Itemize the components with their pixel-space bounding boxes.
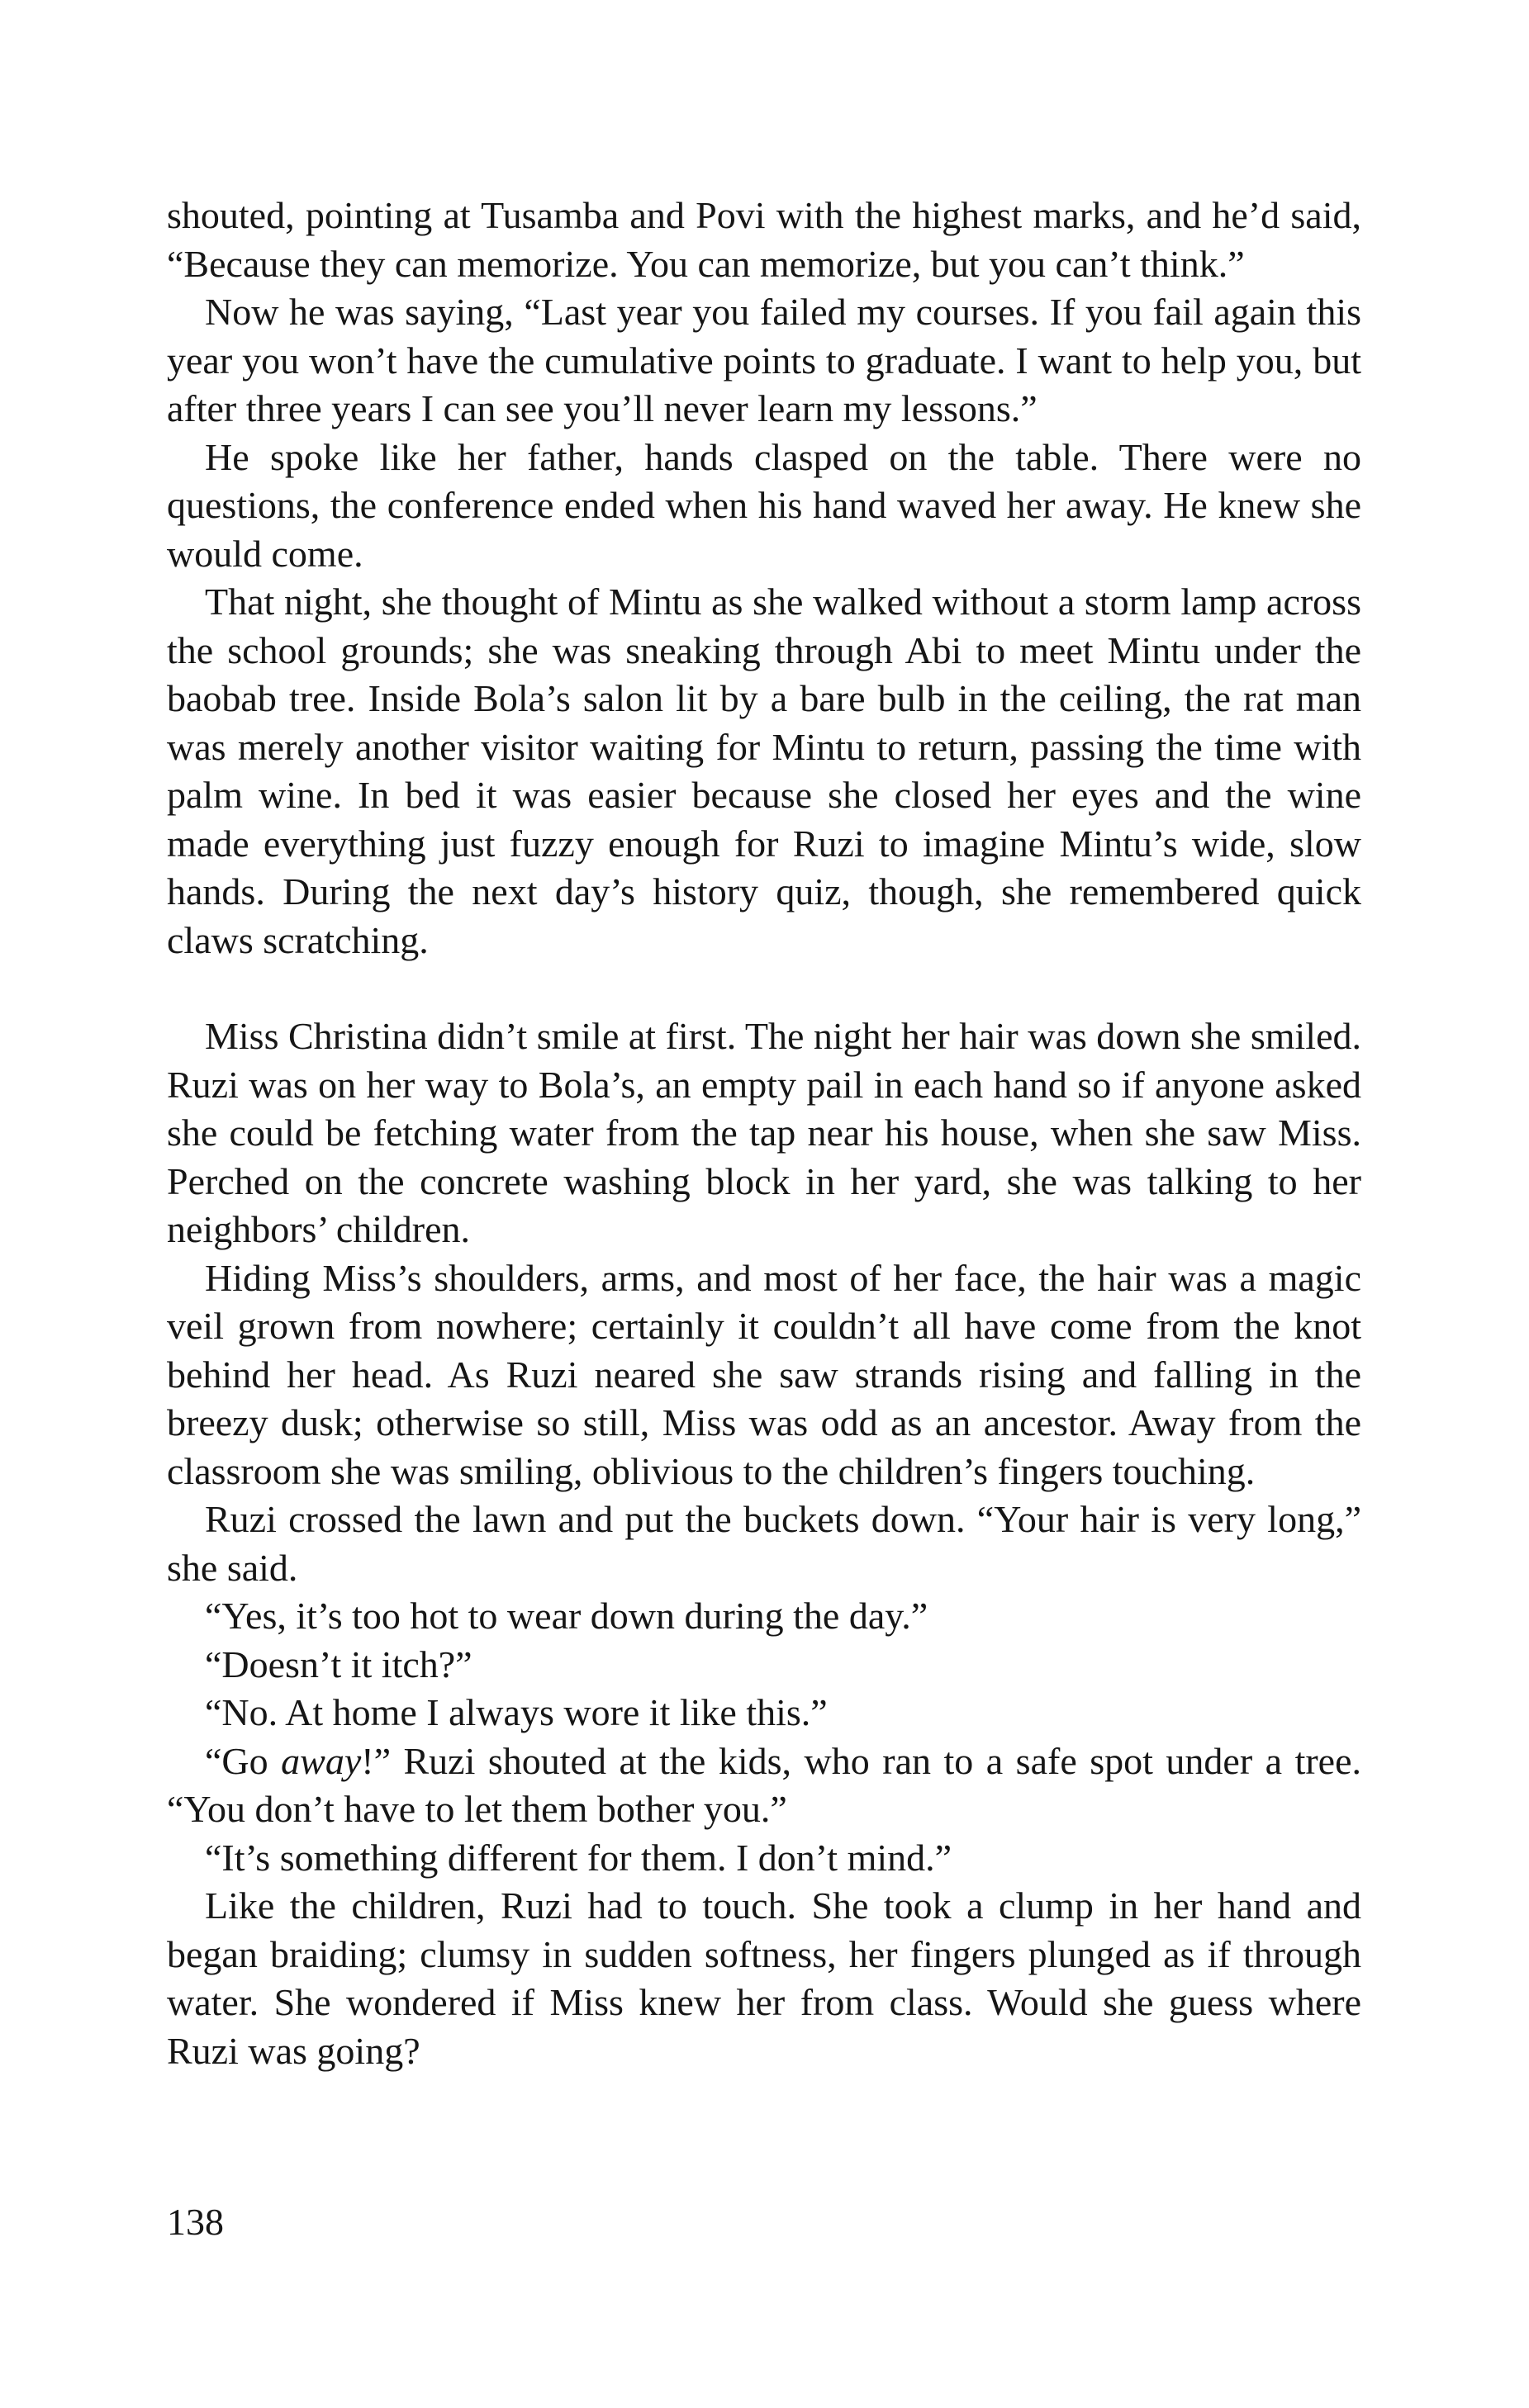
paragraph-1: shouted, pointing at Tusamba and Povi with the highest marks, and he’d said, “Because they can memorize. You can memorize, but you can’t think.” [167,194,1361,285]
paragraph-9: “Doesn’t it itch?” [205,1642,472,1685]
paragraph-12: “It’s something different for them. I don’t mind.” [205,1836,952,1879]
paragraph-8: “Yes, it’s too hot to wear down during the day.” [205,1595,928,1637]
go-away-close: !” Ruzi shouted at the kids, who ran to a safe spot under a tree. “You don’t have to let them bother you.” [167,1739,1361,1830]
paragraph-6: Hiding Miss’s shoulders, arms, and most of her face, the hair was a magic veil grown from nowhere; certainly it couldn’t all have come from the knot behind her head. As Ruzi neared she saw strands rising and falling in the breezy dusk; otherwise so still, Miss was odd as an ancestor. Away from the classroom she was smiling, oblivious to the children’s fingers touching. [167,1256,1361,1492]
paragraph-go-away [167,1737,1361,1834]
paragraph-13: Like the children, Ruzi had to touch. She took a clump in her hand and began braiding; clumsy in sudden softness, her fingers plunged as if through water. She wondered if Miss knew her from class. Would she guess where Ruzi was going? [167,1884,1361,2072]
paragraph-10: “No. At home I always wore it like this.” [205,1691,828,1733]
paragraph-3: He spoke like her father, hands clasped on the table. There were no questions, the conference ended when his hand waved her away. He knew she would come. [167,435,1361,575]
paragraph-5: Miss Christina didn’t smile at first. The night her hair was down she smiled. Ruzi was on her way to Bola’s, an empty pail in each hand so if anyone asked she could be fetching water from the tap near his house, when she saw Miss. Perched on the concrete washing block in her yard, she was talking to her neighbors’ children. [167,1015,1361,1250]
go-away-emphasis: away [281,1739,362,1782]
page-number: 138 [167,2201,224,2243]
paragraph-2: Now he was saying, “Last year you failed my courses. If you fail again this year you won’t have the cumulative points to graduate. I want to help you, but after three years I can see you’ll never learn my lessons.” [167,291,1361,429]
body-text [167,192,1361,2075]
go-away-open: “Go [205,1739,282,1782]
paragraph-7: Ruzi crossed the lawn and put the buckets down. “Your hair is very long,” she said. [167,1498,1361,1589]
paragraph-4: That night, she thought of Mintu as she walked without a storm lamp across the school grounds; she was sneaking through Abi to meet Mintu under the baobab tree. Inside Bola’s salon lit by a bare bulb in the ceiling, the rat man was merely another visitor waiting for Mintu to return, passing the time with palm wine. In bed it was easier because she closed her eyes and the wine made everything just fuzzy enough for Ruzi to imagine Mintu’s wide, slow hands. During the next day’s history quiz, though, she remembered quick claws scratching. [167,581,1361,961]
